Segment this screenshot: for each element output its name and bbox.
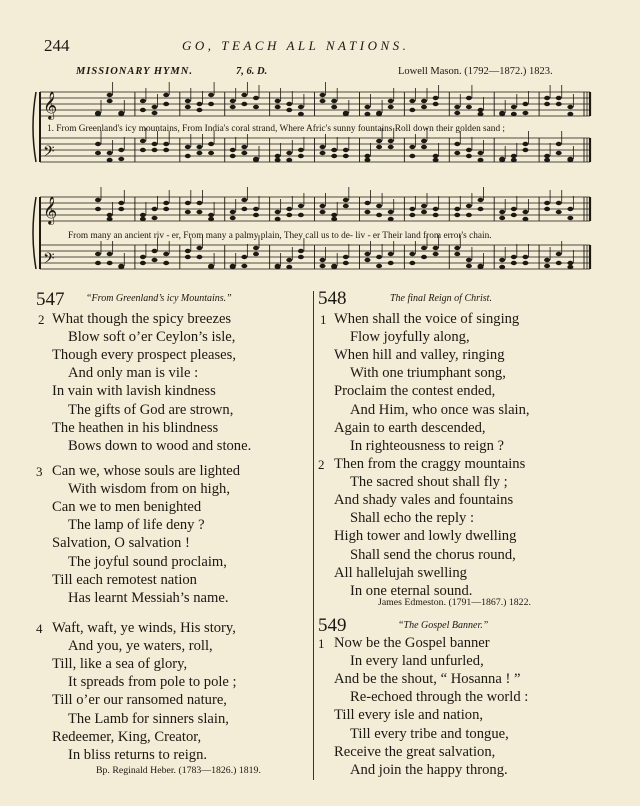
verse-line: The gifts of God are strown, [68, 401, 234, 418]
hymn-number: 549 [318, 615, 347, 636]
verse-number: 1 [320, 312, 327, 327]
hymn-attribution: Bp. Reginald Heber. (1783—1826.) 1819. [96, 765, 261, 776]
running-title: GO, TEACH ALL NATIONS. [182, 38, 410, 53]
hymn-caption: “From Greenland’s icy Mountains.” [86, 293, 232, 304]
verse-line: Re-echoed through the world : [350, 689, 529, 706]
verse-line: The Lamb for sinners slain, [68, 710, 229, 727]
verse-line: Can we to men benighted [52, 499, 202, 516]
tune-name: MISSIONARY HYMN. [76, 66, 193, 77]
verse-line: The sacred shout shall fly ; [350, 474, 508, 491]
column-divider [313, 291, 314, 780]
verse-line: The lamp of life deny ? [68, 517, 205, 534]
verse-line: In every land unfurled, [350, 653, 484, 670]
verse-line: Proclaim the contest ended, [334, 383, 496, 400]
verse-line: With wisdom from on high, [68, 481, 230, 498]
verse-line: Bows down to wood and stone. [68, 437, 252, 454]
verse-line: And join the happy throng. [350, 761, 508, 778]
verse-line: Till o’er our ransomed nature, [52, 692, 227, 709]
verse-number: 4 [36, 621, 43, 636]
verse-line: High tower and lowly dwelling [334, 528, 517, 545]
page-number: 244 [44, 36, 70, 55]
score-lyric-line-2: From many an ancient riv - er, From many a palmy plain, They call us to de- liv - er Their land from error's chain. [68, 231, 492, 241]
verse-line: And be the shout, “ Hosanna ! ” [334, 671, 521, 688]
verse-line: And Him, who once was slain, [350, 401, 530, 418]
verse-line: It spreads from pole to pole ; [68, 674, 237, 691]
verse-line: All hallelujah swelling [334, 564, 467, 581]
verse-number: 3 [36, 464, 43, 479]
tune-composer: Lowell Mason. (1792—1872.) 1823. [398, 66, 553, 77]
verse-line: And you, ye waters, roll, [68, 638, 213, 655]
verse-line: Receive the great salvation, [334, 743, 496, 760]
verse-line: In righteousness to reign ? [350, 437, 505, 454]
verse-line: Waft, waft, ye winds, His story, [52, 620, 236, 636]
verse-line: When shall the voice of singing [334, 311, 520, 327]
hymn-number: 547 [36, 289, 65, 310]
svg-text:𝄢: 𝄢 [43, 143, 55, 164]
verse-line: And shady vales and fountains [334, 492, 514, 509]
verse-line: Till, like a sea of glory, [52, 656, 188, 673]
hymn-caption: “The Gospel Banner.” [398, 620, 489, 631]
verse-number: 1 [318, 636, 325, 651]
verse-line: Has learnt Messiah’s name. [68, 589, 229, 606]
verse-line: What though the spicy breezes [52, 311, 232, 327]
verse-line: Redeemer, King, Creator, [52, 728, 202, 745]
verse-line: And only man is vile : [68, 365, 199, 382]
verse-line: Then from the craggy mountains [334, 456, 526, 472]
hymn-number: 548 [318, 288, 347, 309]
verse-number: 2 [318, 457, 325, 472]
verse-line: Salvation, O salvation ! [52, 535, 190, 552]
svg-text:𝄞: 𝄞 [43, 91, 58, 119]
verse-line: When hill and valley, ringing [334, 347, 505, 364]
verse-line: In vain with lavish kindness [52, 383, 216, 400]
verse-line: Till every isle and nation, [334, 707, 484, 724]
verse-line: Can we, whose souls are lighted [52, 463, 241, 479]
hymn-caption: The final Reign of Christ. [390, 293, 492, 304]
verse-line: Till each remotest nation [52, 571, 197, 588]
verse-line: In bliss returns to reign. [68, 746, 208, 763]
music-score [0, 0, 640, 290]
verse-line: Shall echo the reply : [350, 510, 475, 527]
verse-line: With one triumphant song, [350, 365, 506, 382]
verse-line: Though every prospect pleases, [52, 347, 236, 364]
score-lyric-line-1: 1. From Greenland's icy mountains, From India's coral strand, Where Afric's sunny fountains Roll down their golden sand ; [47, 124, 505, 134]
verse-line: Again to earth descended, [334, 419, 486, 436]
svg-text:𝄞: 𝄞 [43, 196, 58, 224]
tune-meter: 7, 6. D. [236, 66, 268, 77]
music-system [33, 187, 590, 271]
svg-text:𝄢: 𝄢 [43, 250, 55, 271]
verse-number: 2 [38, 312, 45, 327]
verse-line: Flow joyfully along, [350, 329, 470, 346]
verse-line: The heathen in his blindness [52, 419, 219, 436]
verse-line: In one eternal sound. [350, 582, 473, 599]
verse-line: The joyful sound proclaim, [68, 553, 227, 570]
hymn-attribution: James Edmeston. (1791—1867.) 1822. [378, 597, 531, 608]
music-system [33, 82, 590, 164]
verse-line: Shall send the chorus round, [350, 546, 516, 563]
verse-line: Blow soft o’er Ceylon’s isle, [68, 329, 236, 346]
verse-line: Now be the Gospel banner [334, 635, 490, 651]
verse-line: Till every tribe and tongue, [350, 725, 509, 742]
